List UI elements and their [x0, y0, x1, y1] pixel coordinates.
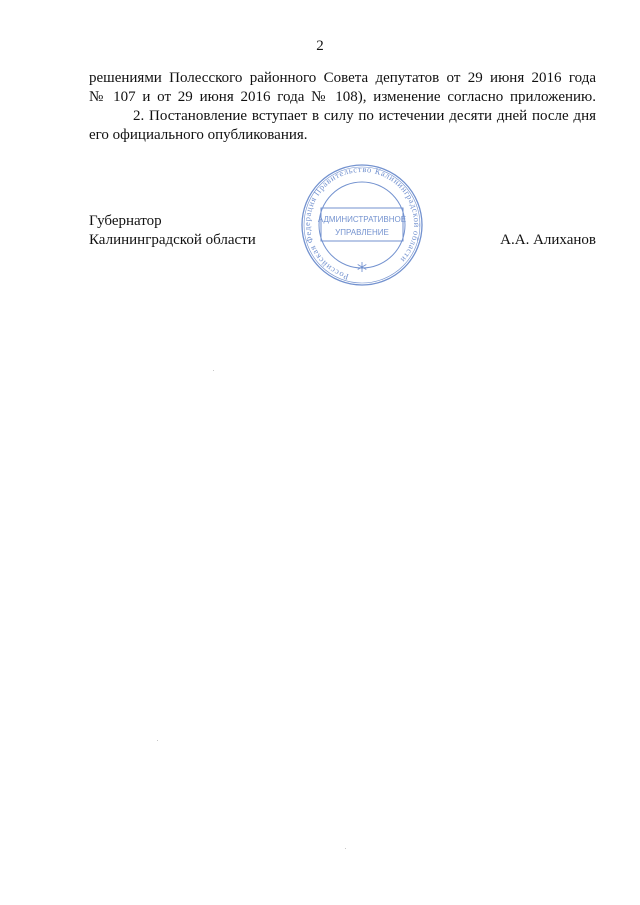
seal-snowflake-icon: [358, 262, 367, 272]
scan-speck: [213, 370, 214, 371]
signatory-name: А.А. Алиханов: [500, 232, 596, 248]
signatory-region: Калининградской области: [89, 232, 256, 248]
official-seal-stamp: [297, 163, 427, 287]
seal-center-line-1: АДМИНИСТРАТИВНОЕ: [317, 215, 407, 224]
document-body: [89, 69, 596, 145]
paragraph-1-line-2: № 107 и от 29 июня 2016 года № 108), изменение согласно приложению.: [89, 89, 596, 105]
scan-speck: [157, 740, 158, 741]
scan-speck: [345, 848, 346, 849]
seal-center-ring: [319, 182, 405, 268]
seal-outer-text: Российская Федерация Правительство Калининградской области: [302, 163, 423, 283]
seal-center-line-2: УПРАВЛЕНИЕ: [335, 228, 389, 237]
paragraph-2-line-2: его официального опубликования.: [89, 127, 308, 143]
paragraph-1-line-1: решениями Полесского районного Совета депутатов от 29 июня 2016 года: [89, 70, 596, 86]
paragraph-2-line-1: 2. Постановление вступает в силу по истечении десяти дней после дня: [133, 108, 596, 124]
signatory-position: Губернатор: [89, 213, 162, 229]
page-number: 2: [316, 38, 324, 54]
